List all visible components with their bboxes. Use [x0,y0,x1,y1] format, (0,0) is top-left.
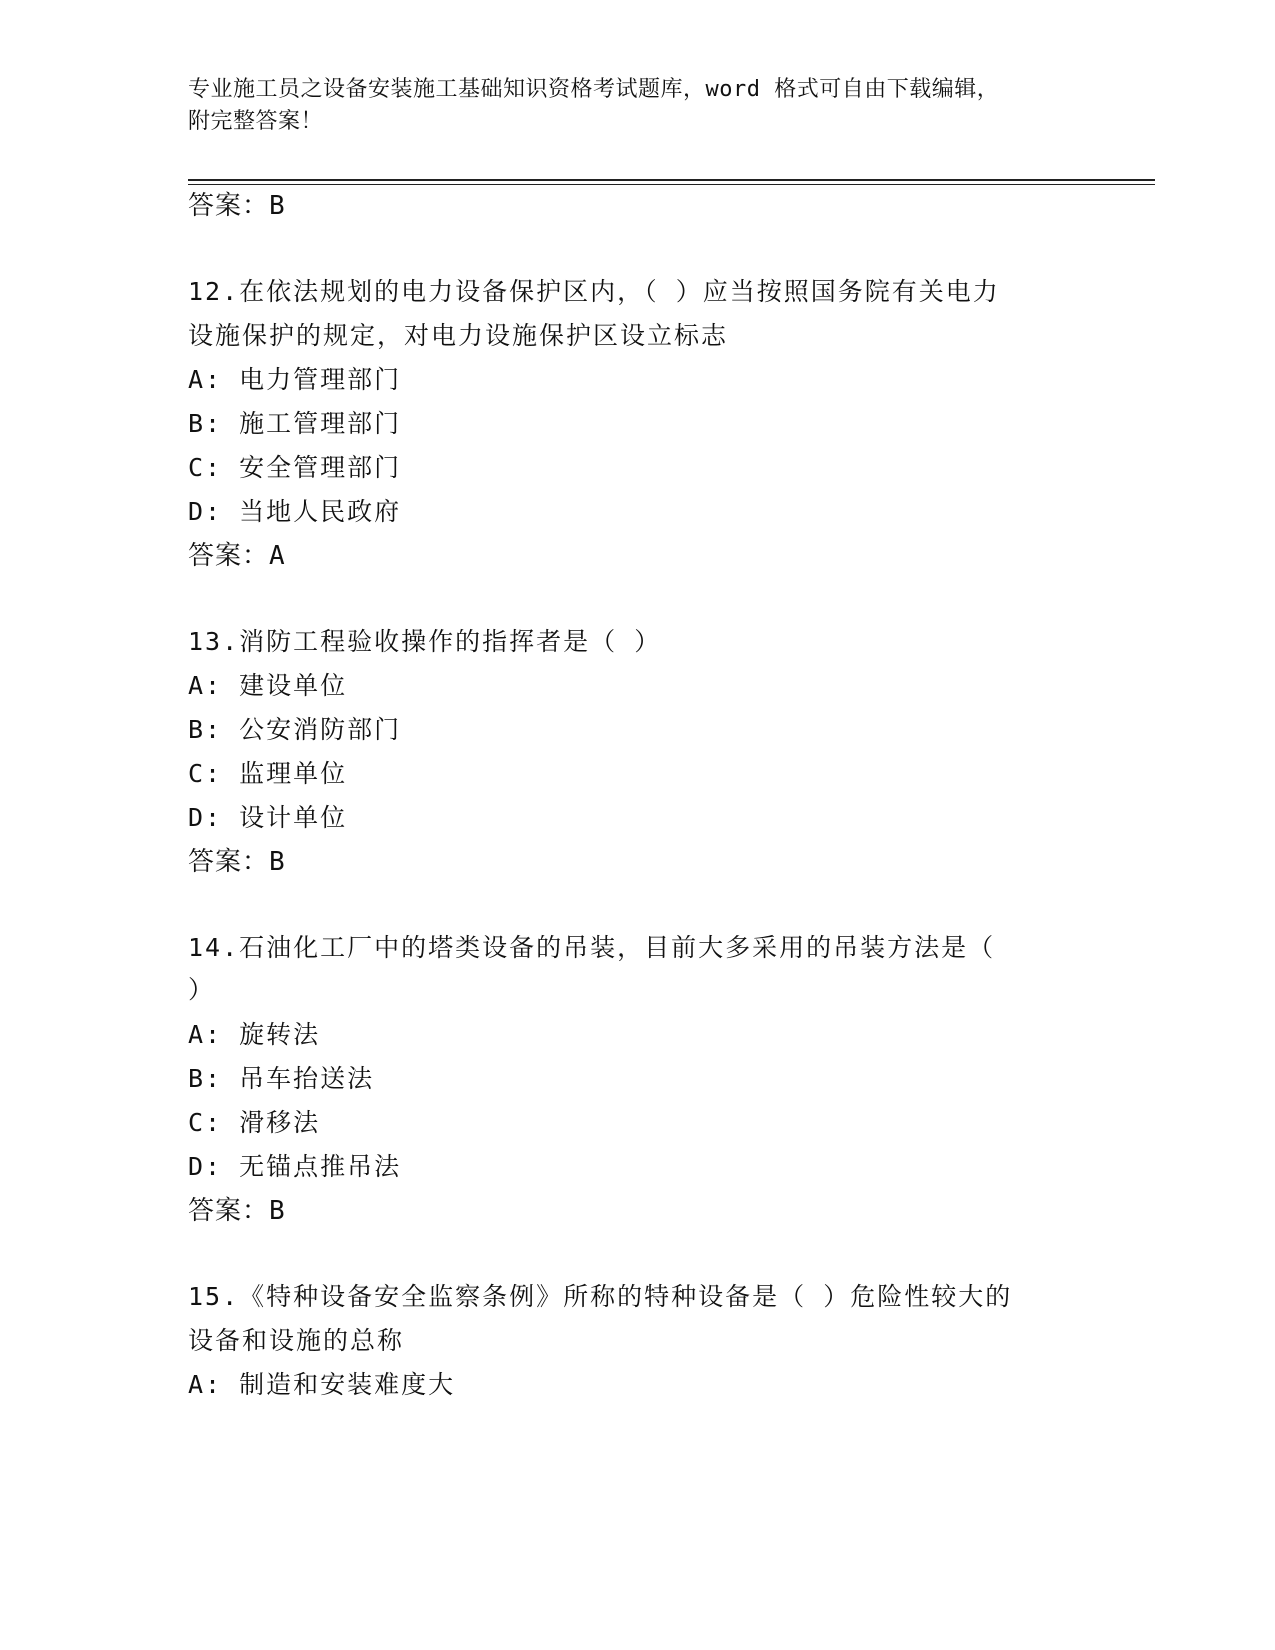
question-12-answer [188,535,1068,572]
question-12-option-b: B: 施工管理部门 [188,409,402,438]
question-12-stem-line-2: 设施保护的规定，对电力设施保护区设立标志 [188,321,729,350]
question-14-stem-line-1: 14.石油化工厂中的塔类设备的吊装，目前大多采用的吊装方法是（ [188,933,996,962]
question-14-option-d: D: 无锚点推吊法 [188,1152,402,1181]
question-13-option-c: C: 监理单位 [188,759,348,788]
question-14-stem-line-2: ） [188,975,216,1004]
question-15-stem-line-1: 15.《特种设备安全监察条例》所称的特种设备是（ ）危险性较大的 [188,1282,1013,1311]
answer-value: A [269,541,286,571]
answer-label: 答案： [188,847,270,877]
question-13-stem-line-1: 13.消防工程验收操作的指挥者是（ ） [188,627,662,656]
question-12-option-d: D: 当地人民政府 [188,497,402,526]
answer-value: B [269,1196,286,1226]
answer-label: 答案： [188,191,270,221]
question-14-answer [188,1190,1068,1227]
question-14-option-b: B: 吊车抬送法 [188,1064,375,1093]
answer-label: 答案： [188,1196,270,1226]
answer-line-prev [188,185,1068,222]
header-line-1: 专业施工员之设备安装施工基础知识资格考试题库，word 格式可自由下载编辑， [188,77,1000,102]
question-14-option-a: A: 旋转法 [188,1020,321,1049]
question-13-option-d: D: 设计单位 [188,803,348,832]
question-12-stem-line-1: 12.在依法规划的电力设备保护区内，（ ）应当按照国务院有关电力 [188,277,1000,306]
question-13-option-a: A: 建设单位 [188,671,348,700]
question-13-option-b: B: 公安消防部门 [188,715,402,744]
question-15-stem-line-2: 设备和设施的总称 [188,1326,405,1355]
answer-label: 答案： [188,541,270,571]
question-12-option-c: C: 安全管理部门 [188,453,402,482]
question-13-answer [188,841,1068,878]
question-14-option-c: C: 滑移法 [188,1108,321,1137]
header-line-2: 附完整答案！ [188,109,324,134]
question-15-option-a: A: 制造和安装难度大 [188,1370,456,1399]
document-header [188,74,1088,138]
question-12-option-a: A: 电力管理部门 [188,365,402,394]
answer-value: B [269,191,286,221]
answer-value: B [269,847,286,877]
header-divider-thick [188,179,1155,181]
